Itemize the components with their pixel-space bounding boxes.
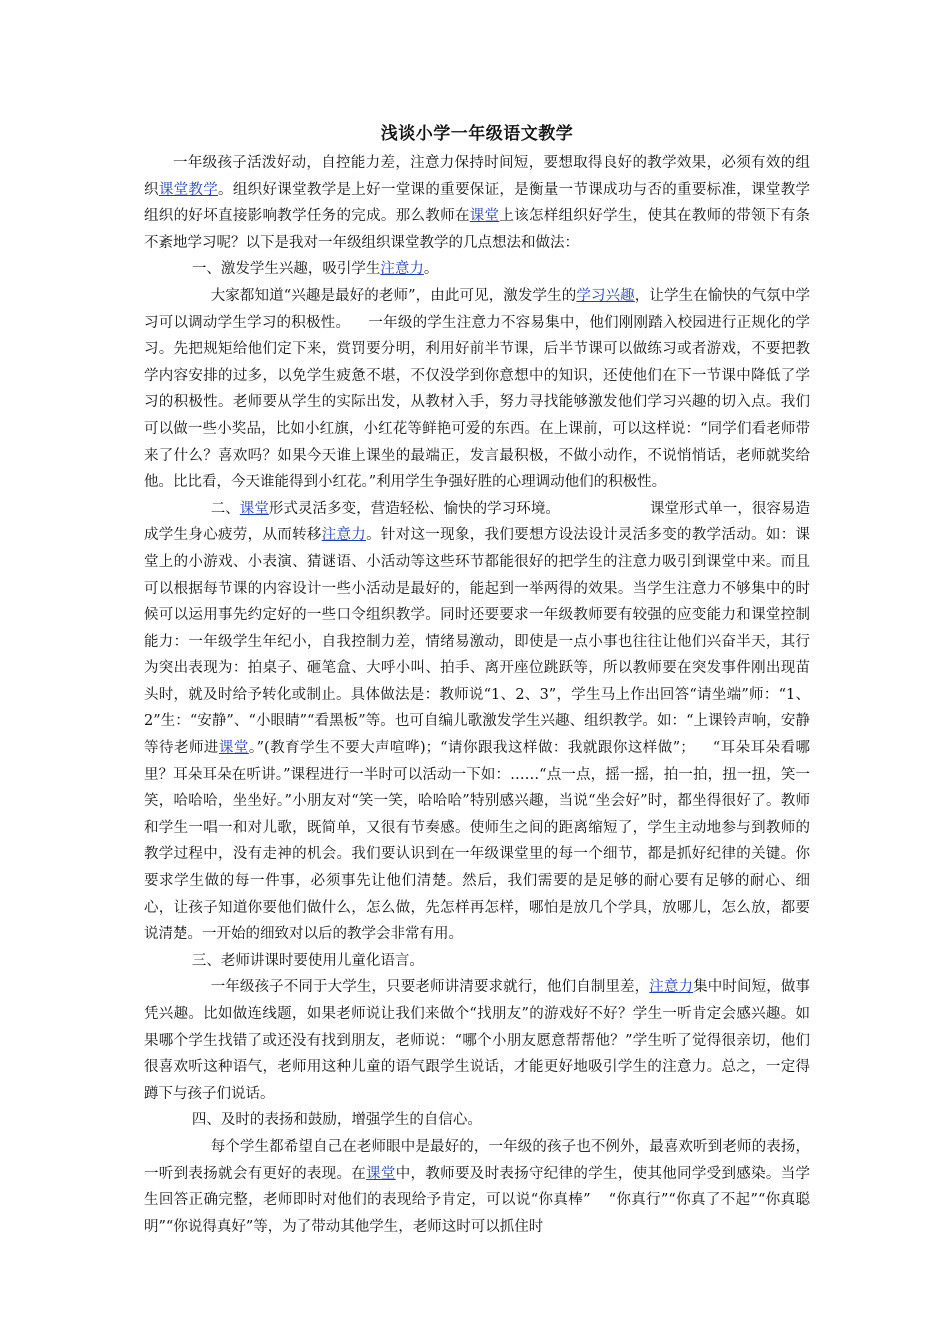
section3-body: [144, 974, 810, 1107]
section1-body-text-3: 一年级的学生注意力不容易集中，他们刚刚踏入校园进行正规化的学习。先把规矩给他们定下来，赏罚要分明，利用好前半节课，后半节课可以做练习或者游戏，不要把教学内容安排的过多，以免学生疲惫不堪，不仅没学到你意想中的知识，还使他们在下一节课中降低了学习的积极性。老师要从学生的实际出发，从教材入手，努力寻找能够激发他们学习兴趣的切入点。我们可以做一些小奖品，比如小红旗，小红花等鲜艳可爱的东西。在上课前，可以这样说：“同学们看老师带来了什么？喜欢吗？如果今天谁上课坐的最端正，发言最积极，不做小动作，不说悄悄话，老师就奖给他。比比看，今天谁能得到小红花。”利用学生争强好胜的心理调动他们的积极性。: [144, 314, 811, 491]
section4-body: [144, 1134, 810, 1240]
link-classroom[interactable]: 课堂: [218, 740, 249, 757]
section1-body-text-2: ，让学生在愉快的气氛中学习可以调动学生学习的积极性。: [144, 287, 810, 331]
section1-heading-text-1: 一、激发学生兴趣，吸引学生: [191, 261, 381, 278]
link-learning-interest[interactable]: 学习兴趣: [576, 287, 635, 304]
section4-body-text-3: “你真行”“你真了不起”“你真聪明”“你说得真好”等，为了带动其他学生，老师这时可以抓住时: [144, 1192, 810, 1235]
section4-body-text-2: 中，教师要及时表扬守纪律的学生，使其他同学受到感染。当学生回答正确完整，老师即时对他们的表现给予肯定，可以说“你真棒”: [144, 1165, 811, 1209]
section4-heading: 四、及时的表扬和鼓励，增强学生的自信心。: [191, 1112, 482, 1129]
link-attention[interactable]: 注意力: [649, 979, 694, 996]
section2-heading-text-1: 二、: [210, 500, 240, 517]
section1-body-text-1: 大家都知道“兴趣是最好的老师”，由此可见，激发学生的: [210, 287, 577, 304]
link-classroom-teaching[interactable]: 课堂教学: [158, 181, 219, 198]
section3-body-text-1: 一年级孩子不同于大学生，只要老师讲清要求就行，他们自制里差，: [210, 979, 650, 996]
section1-heading: [144, 256, 810, 283]
section1-body: [144, 283, 810, 496]
link-attention[interactable]: 注意力: [321, 527, 367, 544]
section2-heading-text-2: 形式灵活多变，营造轻松、愉快的学习环境。: [268, 500, 560, 517]
section2-body-text-1: 课堂形式单一，很容易造成学生身心疲劳，从而转移: [144, 500, 811, 544]
section1-heading-text-2: 。: [423, 261, 439, 278]
section4-body-text-1: 每个学生都希望自己在老师眼中是最好的，一年级的孩子也不例外，最喜欢听到老师的表扬，一听到表扬就会有更好的表现。在: [144, 1138, 810, 1182]
intro-paragraph: [144, 150, 810, 256]
link-classroom[interactable]: 课堂: [469, 208, 500, 225]
section2-paragraph: [144, 496, 810, 948]
intro-text-3: 上该怎样组织好学生，使其在教师的带领下有条不紊地学习呢？以下是我对一年级组织课堂教学的几点想法和做法：: [144, 208, 811, 251]
document-title: 浅谈小学一年级语文教学: [380, 124, 574, 144]
section2-body-text-3: 。”(教育学生不要大声喧哗)；“请你跟我这样做：我就跟你这样做”；: [248, 740, 695, 757]
section3-body-text-2: 集中时间短，做事凭兴趣。比如做连线题，如果老师说让我们来做个“找朋友”的游戏好不好？学生一听肯定会感兴趣。如果哪个学生找错了或还没有找到朋友，老师说：“哪个小朋友愿意帮帮他？”学生听了觉得很亲切，他们很喜欢听这种语气，老师用这种儿童的语气跟学生说话，才能更好地吸引学生的注意力。总之，一定得蹲下与孩子们说话。: [144, 979, 811, 1102]
section3-heading: 三、老师讲课时要使用儿童化语言。: [191, 952, 424, 969]
intro-text-1: 一年级孩子活泼好动，自控能力差，注意力保持时间短，要想取得良好的教学效果，必须有效的组织: [144, 155, 810, 198]
link-classroom[interactable]: 课堂: [366, 1165, 396, 1182]
link-attention[interactable]: 注意力: [380, 261, 424, 278]
link-classroom[interactable]: 课堂: [239, 500, 269, 517]
section2-body-text-4: “耳朵耳朵看哪里？耳朵耳朵在听讲。”课程进行一半时可以活动一下如：……“点一点，摇一摇，拍一拍，扭一扭，笑一笑，哈哈哈，坐坐好。”小朋友对“笑一笑，哈哈哈”特别感兴趣，当说“坐会好”时，都坐得很好了。教师和学生一唱一和对儿歌，既简单，又很有节奏感。使师生之间的距离缩短了，学生主动地参与到教师的教学过程中，没有走神的机会。我们要认识到在一年级课堂里的每一个细节，都是抓好纪律的关键。你要求学生做的每一件事，必须事先让他们清楚。然后，我们需要的是足够的耐心要有足够的耐心、细心，让孩子知道你要他们做什么，怎么做，先怎样再怎样，哪怕是放几个学具，放哪儿，怎么放，都要说清楚。一开始的细致对以后的教学会非常有用。: [144, 740, 811, 943]
intro-text-2: 。组织好课堂教学是上好一堂课的重要保证，是衡量一节课成功与否的重要标准，课堂教学组织的好坏直接影响教学任务的完成。那么教师在: [144, 181, 811, 225]
document-page: [144, 120, 810, 1240]
section2-body-text-2: 。针对这一现象，我们要想方设法设计灵活多变的教学活动。如：课堂上的小游戏、小表演、猜谜语、小活动等这些环节都能很好的把学生的注意力吸引到课堂中来。而且可以根据每节课的内容设计一些小活动是最好的，能起到一举两得的效果。当学生注意力不够集中的时候可以运用事先约定好的一些口令组织教学。同时还要要求一年级教师要有较强的应变能力和课堂控制能力：一年级学生年纪小，自我控制力差，情绪易激动，即使是一点小事也往往让他们兴奋半天，其行为突出表现为：拍桌子、砸笔盒、大呼小叫、拍手、离开座位跳跃等，所以教师要在突发事件刚出现苗头时，就及时给予转化或制止。具体做法是：教师说“1、2、3”，学生马上作出回答“请坐端”师：“1、2”生：“安静”、“小眼睛”“看黑板”等。也可自编儿歌激发学生兴趣、组织教学。如：“上课铃声响，安静等待老师进: [144, 527, 811, 757]
